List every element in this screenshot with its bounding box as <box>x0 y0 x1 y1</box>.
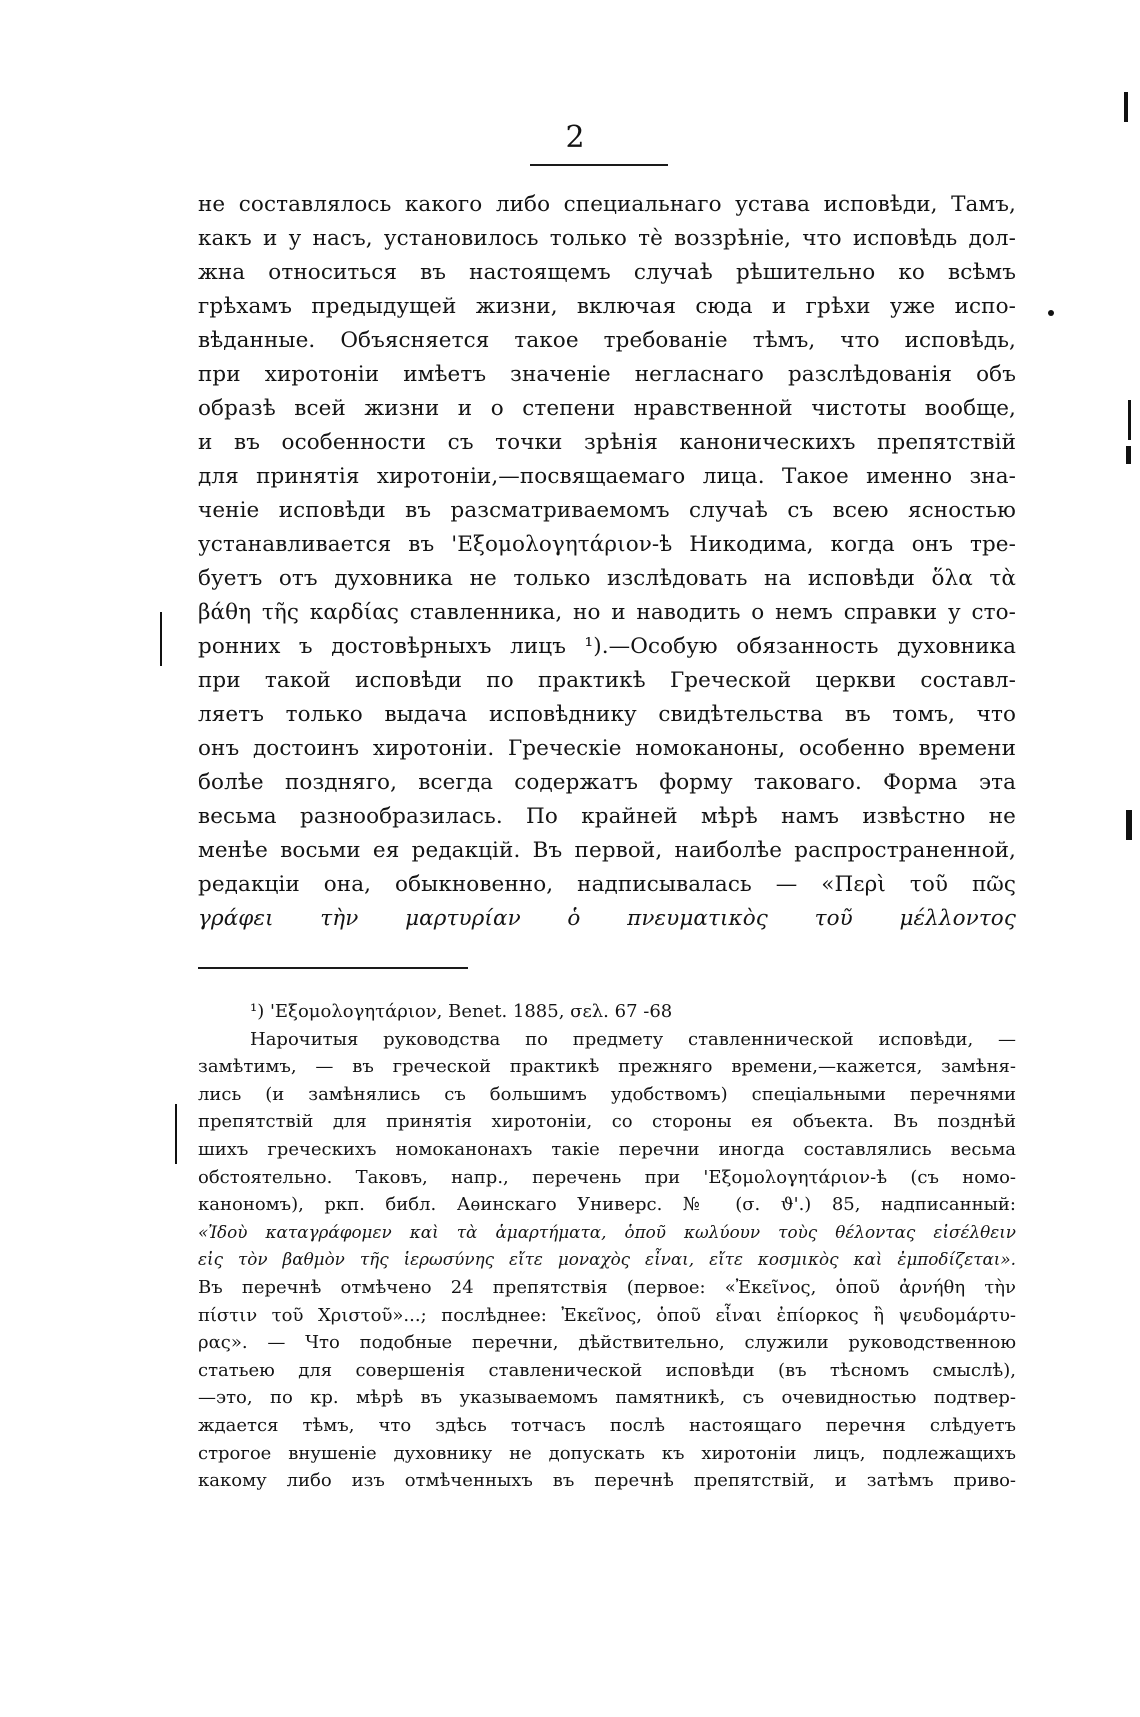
text-line: образѣ всей жизни и о степени нравственной чистоты вообще, <box>198 396 1016 421</box>
footnote-line: —это, по кр. мѣрѣ въ указываемомъ памятникѣ, съ очевидностью подтвер- <box>198 1387 1016 1409</box>
main-text <box>198 188 1016 936</box>
margin-pencil-line <box>160 612 162 666</box>
margin-scan-mark <box>1126 446 1131 464</box>
footnote-line: обстоятельно. Таковъ, напр., перечень при 'Εξομολογητάριον-ѣ (съ номо- <box>198 1166 1016 1188</box>
margin-scan-mark <box>1124 92 1128 122</box>
text-line: буетъ отъ духовника не только изслѣдовать на исповѣди ὅλα τὰ <box>198 566 1016 591</box>
footnote-line: εἰς τὸν βαθμὸν τῆς ἱερωσύνης εἴτε μοναχὸς εἶναι, εἴτε κοσμικὸς καὶ ἐμποδίζεται». <box>198 1249 1016 1270</box>
footnote-text <box>198 998 1016 1495</box>
text-line: при хиротоніи имѣетъ значеніе негласнаго разслѣдованія объ <box>198 362 1016 387</box>
footnote-line: πίστιν τοῦ Χριστοῦ»...; послѣднее: Ἐκεῖνος, ὁποῦ εἶναι ἐπίορκος ἢ ψευδομάρτυ- <box>198 1304 1016 1326</box>
footnote-line: какому либо изъ отмѣченныхъ въ перечнѣ препятствій, и затѣмъ приво- <box>198 1470 1016 1492</box>
margin-pencil-line <box>175 1104 177 1164</box>
text-line: устанавливается въ 'Εξομολογητάριον-ѣ Никодима, когда онъ тре- <box>198 532 1016 557</box>
text-line: вѣданные. Объясняется такое требованіе тѣмъ, что исповѣдь, <box>198 328 1016 353</box>
footnote-line: лись (и замѣнялись съ большимъ удобствомъ) спеціальными перечнями <box>198 1083 1016 1105</box>
footnote-line: шихъ греческихъ номоканонахъ такіе перечни иногда составлялись весьма <box>198 1138 1016 1160</box>
footnote-line: «Ἰδοὺ καταγράφομεν καὶ τὰ ἁμαρτήματα, ὁποῦ κωλύουν τοὺς θέλοντας εἰσέλθειν <box>198 1221 1016 1242</box>
footnote-line: замѣтимъ, — въ греческой практикѣ прежняго времени,—кажется, замѣня- <box>198 1056 1016 1078</box>
footnote-line: строгое внушеніе духовнику не допускать къ хиротоніи лицъ, подлежащихъ <box>198 1442 1016 1464</box>
footnote-separator <box>198 967 468 969</box>
text-line: менѣе восьми ея редакцій. Въ первой, наиболѣе распространенной, <box>198 838 1016 863</box>
text-line: не составлялось какого либо специальнаго устава исповѣди, Тамъ, <box>198 192 1016 217</box>
footnote-line: препятствій для принятія хиротоніи, со стороны ея объекта. Въ позднѣй <box>198 1111 1016 1133</box>
margin-scan-mark <box>1128 400 1131 440</box>
text-line: весьма разнообразилась. По крайней мѣрѣ намъ извѣстно не <box>198 804 1016 829</box>
footnote-line: канономъ), ркп. библ. Аѳинскаго Универс. № (σ. ϑ'.) 85, надписанный: <box>198 1194 1016 1216</box>
footnote-line: ждается тѣмъ, что здѣсь тотчасъ послѣ настоящаго перечня слѣдуетъ <box>198 1414 1016 1436</box>
margin-scan-mark <box>1126 810 1132 840</box>
text-line: ляетъ только выдача исповѣднику свидѣтельства въ томъ, что <box>198 702 1016 727</box>
text-line: грѣхамъ предыдущей жизни, включая сюда и грѣхи уже испо- <box>198 294 1016 319</box>
footnote-line: ¹) 'Εξομολογητάριον, Benet. 1885, σελ. 67 -68 <box>250 1001 673 1022</box>
text-line: редакціи она, обыкновенно, надписывалась — «Περὶ τοῦ πῶς <box>198 872 1016 897</box>
text-line: ронних ъ достовѣрныхъ лицъ ¹).—Особую обязанность духовника <box>198 634 1016 659</box>
text-line: ченіе исповѣди въ разсматриваемомъ случаѣ съ всею ясностью <box>198 498 1016 523</box>
footnote-line: статьею для совершенія ставленической исповѣди (въ тѣсномъ смыслѣ), <box>198 1359 1016 1381</box>
text-line: какъ и у насъ, установилось только тѐ воззрѣніе, что исповѣдь дол- <box>198 226 1016 251</box>
text-line: при такой исповѣди по практикѣ Греческой церкви составл- <box>198 668 1016 693</box>
margin-dot <box>1048 310 1054 316</box>
text-line: онъ достоинъ хиротоніи. Греческіе номоканоны, особенно времени <box>198 736 1016 761</box>
footnote-line: ρας». — Что подобные перечни, дѣйствительно, служили руководственною <box>198 1332 1016 1354</box>
text-line: βάθη τῆς καρδίας ставленника, но и наводить о немъ справки у сто- <box>198 600 1016 625</box>
page-number: 2 <box>565 120 585 155</box>
text-line: болѣе поздняго, всегда содержатъ форму таковаго. Форма эта <box>198 770 1016 795</box>
text-line: и въ особенности съ точки зрѣнія каноническихъ препятствій <box>198 430 1016 455</box>
footnote-line: Нарочитыя руководства по предмету ставленнической исповѣди, — <box>250 1028 1016 1050</box>
page-number-rule <box>530 164 668 166</box>
text-line: γράφει τὴν μαρτυρίαν ὁ πνευματικὸς τοῦ μέλλοντος <box>198 906 1016 931</box>
footnote-line: Въ перечнѣ отмѣчено 24 препятствія (первое: «Ἐκεῖνος, ὁποῦ ἀρνήθη τὴν <box>198 1276 1016 1298</box>
text-line: жна относиться въ настоящемъ случаѣ рѣшительно ко всѣмъ <box>198 260 1016 285</box>
text-line: для принятія хиротоніи,—посвящаемаго лица. Такое именно зна- <box>198 464 1016 489</box>
